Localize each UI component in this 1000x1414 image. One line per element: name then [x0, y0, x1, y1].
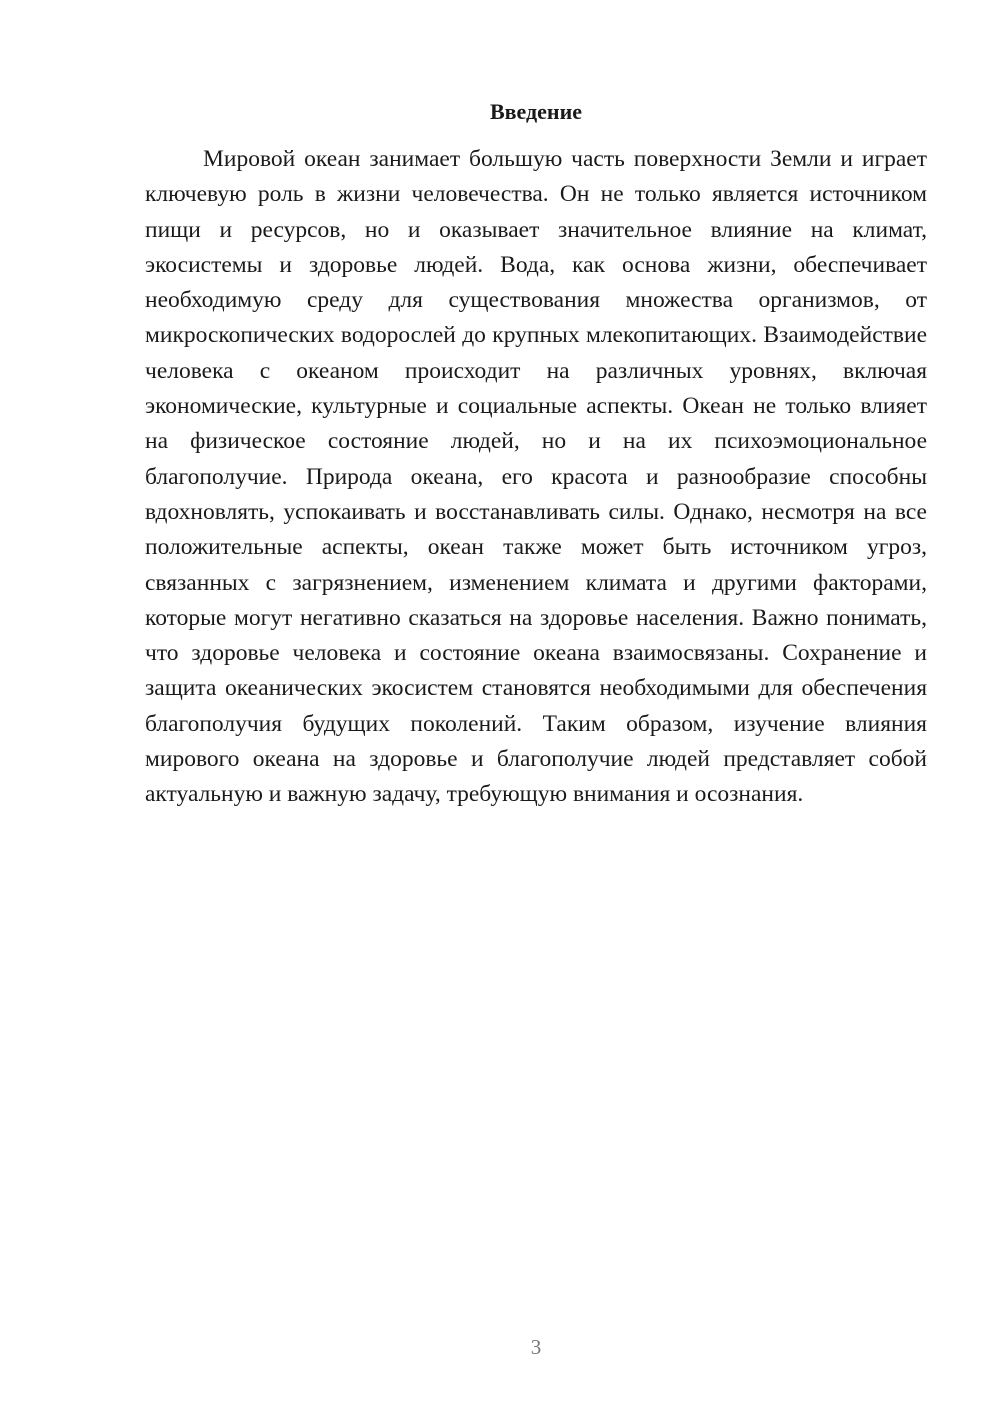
page-number: 3 [530, 1335, 542, 1359]
section-heading: Введение [489, 99, 583, 124]
body-paragraph: Мировой океан занимает большую часть поверхности Земли и играет ключевую роль в жизни человечества. Он не только является источником пищи и ресурсов, но и оказывает значительное влияние на климат, экосистемы и здоровье людей. Вода, как основа жизни, обеспечивает необходимую среду для существования множества организмов, от микроскопических водорослей до крупных млекопитающих. Взаимодействие человека с океаном происходит на различных уровнях, включая экономические, культурные и социальные аспекты. Океан не только влияет на физическое состояние людей, но и на их психоэмоциональное благополучие. Природа океана, его красота и разнообразие способны вдохновлять, успокаивать и восстанавливать силы. Однако, несмотря на все положительные аспекты, океан также может быть источником угроз, связанных с загрязнением, изменением климата и другими факторами, которые могут негативно сказаться на здоровье населения. Важно понимать, что здоровье человека и состояние океана взаимосвязаны. Сохранение и защита океанических экосистем становятся необходимыми для обеспечения благополучия будущих поколений. Таким образом, изучение влияния мирового океана на здоровье и благополучие людей представляет собой актуальную и важную задачу, требующую внимания и осознания. [145, 146, 927, 808]
